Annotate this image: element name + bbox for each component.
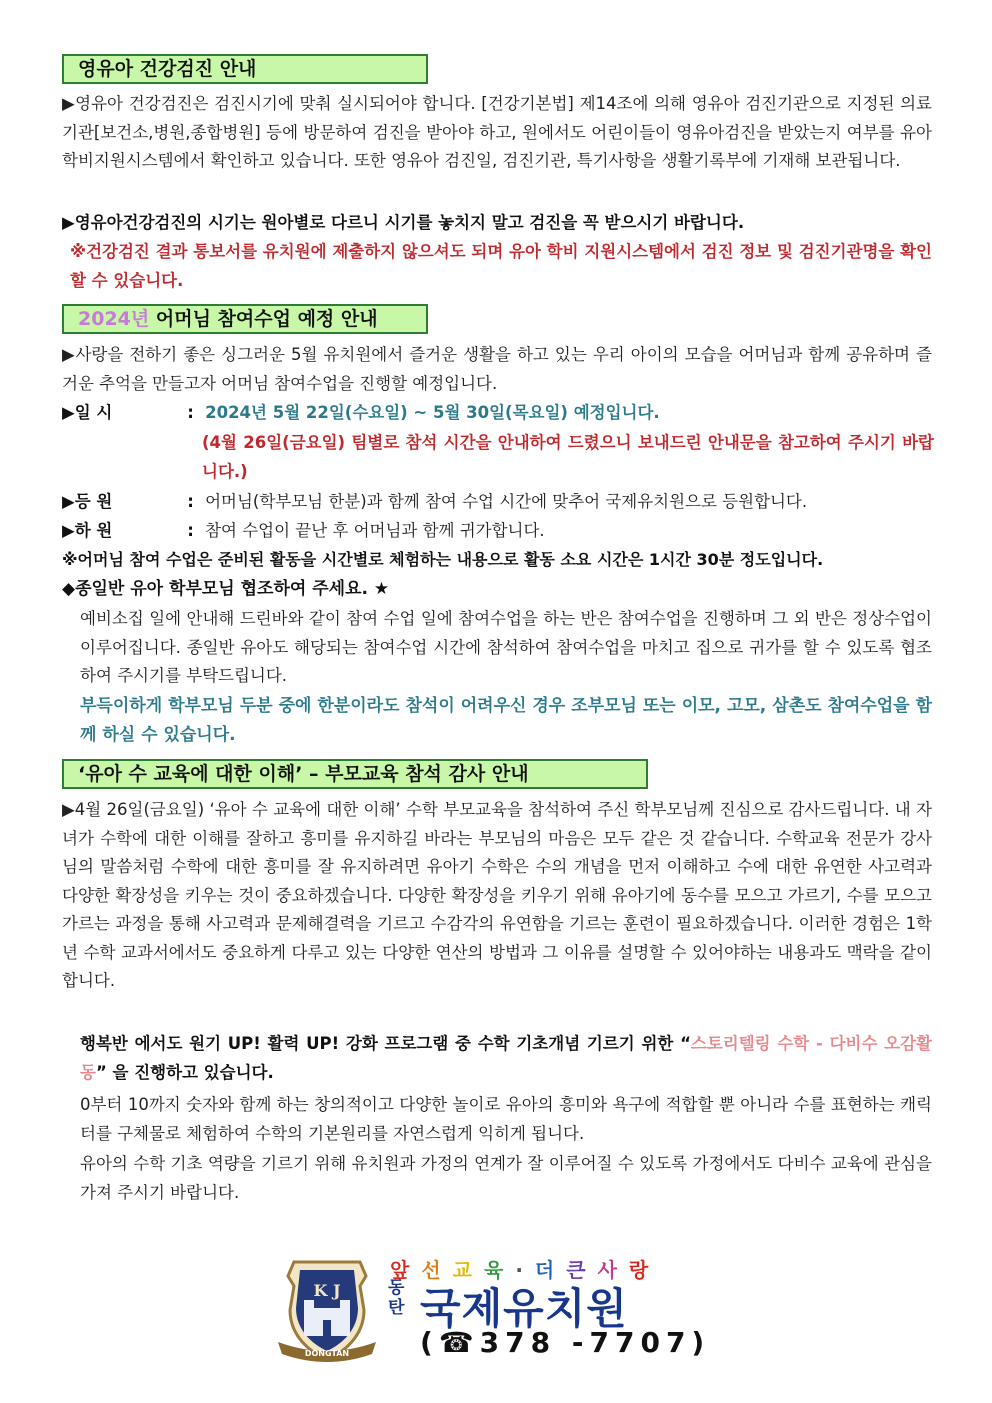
kindergarten-name: 국제유치원 (420, 1284, 628, 1333)
emblem-letters: K J (313, 1281, 341, 1300)
home-connection-paragraph: 유아의 수학 기초 역량을 기르기 위해 유치원과 가정의 연계가 잘 이루어질 수 있도록 가정에서도 다비수 교육에 관심을 가져 주시기 바랍니다. (80, 1154, 932, 1202)
departure-colon: : (187, 521, 194, 540)
health-checkup-paragraph: ▶영유아 건강검진은 검진시기에 맞춰 실시되어야 합니다. [건강기본법] 제14조에 의해 영유아 검진기관으로 지정된 의료기관[보건소,병원,종합병원] 등에 방문하여 검진을 받아야 하고, 원에서도 어린이들이 영유아검진을 받았는지 여부를 유아학비지원시스템에서 확인하고 있습니다. 또한 영유아 검진일, 검진기관, 특기사항을 생활기록부에 기재해 보관됩니다. (62, 94, 932, 170)
activity-duration-note: ※어머님 참여 수업은 준비된 활동을 시간별로 체험하는 내용으로 활동 소요 시간은 1시간 30분 정도입니다. (62, 550, 824, 569)
slogan-char: 육 (483, 1258, 516, 1282)
schedule-label: ▶일 시 (62, 403, 113, 422)
arrival-label: ▶등 원 (62, 492, 113, 511)
emblem-ribbon-text: DONGTAN (304, 1349, 350, 1358)
phone-number: (☎378 -7707) (420, 1326, 711, 1359)
slogan-char: 큰 (566, 1258, 598, 1282)
title-rest: 어머님 참여수업 예정 안내 (149, 308, 378, 330)
health-checkup-timing: ▶영유아건강검진의 시기는 원아별로 다르니 시기를 놓치지 말고 검진을 꼭 받으시기 바랍니다. (62, 213, 745, 232)
storytelling-program-name: 스토리텔링 수학 - 다비수 오감활동 (80, 1034, 932, 1082)
storytelling-math-paragraph (62, 1030, 932, 1087)
section-title-open-class (62, 304, 428, 334)
departure-label: ▶하 원 (62, 521, 113, 540)
schedule-note: (4월 26일(금요일) 팀별로 참석 시간을 안내하여 드렸으니 보내드린 안내문을 참고하여 주시기 바랍니다.) (202, 433, 934, 481)
schedule-value: 2024년 5월 22일(수요일) ~ 5월 30일(목요일) 예정입니다. (205, 403, 660, 422)
slogan-char: · (515, 1258, 535, 1282)
kindergarten-emblem (274, 1256, 380, 1366)
arrival-colon: : (187, 492, 194, 511)
grandparents-note: 부득이하게 학부모님 두분 중에 한분이라도 참석이 어려우신 경우 조부모님 또는 이모, 고모, 삼촌도 참여수업을 함께 하실 수 있습니다. (80, 696, 932, 745)
number-play-paragraph: 0부터 10까지 숫자와 함께 하는 창의적이고 다양한 놀이로 유아의 흥미와 욕구에 적합할 뿐 아니라 수를 표현하는 캐릭터를 구체물로 체험하여 수학의 기본원리를 자연스럽게 익히게 됩니다. (80, 1095, 932, 1143)
storytelling-post: ” 을 진행하고 있습니다. (95, 1062, 274, 1082)
schedule-colon: : (187, 403, 194, 422)
slogan-char: 더 (534, 1258, 567, 1282)
slogan-char: 사 (597, 1258, 629, 1282)
section-title-parent-education: ‘유아 수 교육에 대한 이해’ – 부모교육 참석 감사 안내 (62, 759, 648, 789)
slogan-char: 교 (452, 1258, 484, 1282)
kindergarten-footer (270, 1250, 730, 1370)
departure-value: 참여 수업이 끝난 후 어머님과 함께 귀가합니다. (205, 521, 545, 540)
section-title-health-checkup: 영유아 건강검진 안내 (62, 54, 428, 84)
all-day-class-heading: ◆종일반 유아 학부모님 협조하여 주세요. ★ (62, 579, 390, 599)
slogan-char: 랑 (628, 1258, 661, 1282)
parent-education-paragraph: ▶4월 26일(금요일) ‘유아 수 교육에 대한 이해’ 수학 부모교육을 참석하여 주신 학부모님께 진심으로 감사드립니다. 내 자녀가 수학에 대한 이해를 잘하고 흥미를 유지하길 바라는 부모님의 마음은 모두 같은 것 같습니다. 수학교육 전문가 강사님의 말씀처럼 수학에 대한 흥미를 잘 유지하려면 유아기 수학은 수의 개념을 먼저 이해하고 수에 대한 유연한 사고력과 다양한 확장성을 키우는 것이 중요하겠습니다. 다양한 확장성을 키우기 위해 유아기에 동수를 모으고 가르기, 수를 모으고 가르는 과정을 통해 사고력과 문제해결력을 기르고 수감각의 유연함을 기르는 훈련이 필요하겠습니다. 이러한 경험은 1학년 수학 교과서에서도 중요하게 다루고 있는 다양한 연산의 방법과 그 이유를 설명할 수 있어야하는 내용과도 맥락을 같이합니다. (62, 800, 932, 990)
open-class-intro: ▶사랑을 전하기 좋은 싱그러운 5월 유치원에서 즐거운 생활을 하고 있는 우리 아이의 모습을 어머님과 함께 공유하며 즐거운 추억을 만들고자 어머님 참여수업을 진행할 예정입니다. (62, 345, 932, 393)
departure-row (62, 517, 942, 545)
storytelling-pre: 행복반 에서도 원기 UP! 활력 UP! 강화 프로그램 중 수학 기초개념 기르기 위한 “ (80, 1034, 691, 1053)
slogan-char: 선 (421, 1258, 453, 1282)
arrival-row (62, 488, 942, 516)
all-day-class-paragraph: 예비소집 일에 안내해 드린바와 같이 참여 수업 일에 참여수업을 하는 반은 참여수업을 진행하며 그 외 반은 정상수업이 이루어집니다. 종일반 유아도 해당되는 참여수업 시간에 참석하여 참여수업을 마치고 집으로 귀가를 할 수 있도록 협조하여 주시기를 부탁드립니다. (80, 609, 932, 685)
dongtan-label: 동탄 (388, 1278, 405, 1318)
slogan-char: 앞 (390, 1258, 422, 1282)
health-checkup-note: ※건강검진 결과 통보서를 유치원에 제출하지 않으셔도 되며 유아 학비 지원시스템에서 검진 정보 및 검진기관명을 확인 할 수 있습니다. (70, 242, 932, 290)
title-year: 2024년 (78, 308, 150, 330)
schedule-row (62, 399, 942, 427)
arrival-value: 어머님(학부모님 한분)과 함께 참여 수업 시간에 맞추어 국제유치원으로 등원합니다. (205, 492, 808, 511)
